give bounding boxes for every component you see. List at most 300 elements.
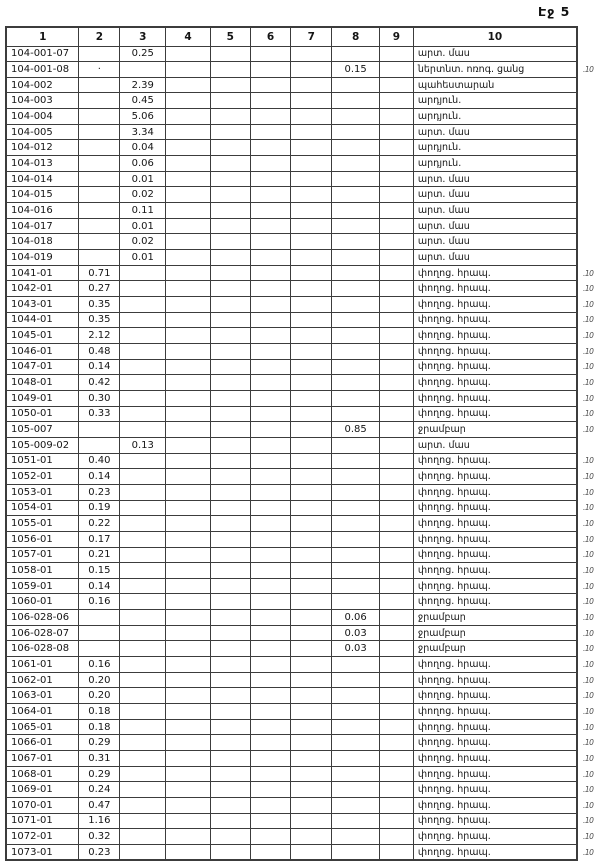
margin-note (577, 124, 603, 140)
table-row (6, 657, 603, 673)
cell-col1: 1071-01 (6, 813, 79, 829)
cell-col3 (120, 719, 166, 735)
cell-col2: 0.47 (79, 798, 120, 814)
cell-col3: 0.11 (120, 203, 166, 219)
cell-col4 (166, 829, 211, 845)
margin-note: .10 (582, 284, 594, 294)
cell-col7 (291, 187, 332, 203)
margin-note: .10 (582, 581, 594, 591)
cell-col6 (250, 751, 291, 767)
margin-note: .10 (582, 519, 594, 529)
cell-col8 (332, 798, 380, 814)
cell-col9 (380, 375, 414, 391)
cell-col2: 0.14 (79, 578, 120, 594)
cell-col3: 3.34 (120, 124, 166, 140)
cell-col10: փողոց. հրապ. (413, 829, 577, 845)
cell-col3 (120, 453, 166, 469)
cell-col2: 0.71 (79, 265, 120, 281)
cell-col6 (250, 124, 291, 140)
margin-note: .10 (582, 597, 594, 607)
cell-col5 (210, 688, 250, 704)
cell-col7 (291, 312, 332, 328)
cell-col7 (291, 844, 332, 860)
cell-col5 (210, 782, 250, 798)
cell-col9 (380, 312, 414, 328)
cell-col10: փողոց. հրապ. (413, 751, 577, 767)
column-header-3: 3 (120, 27, 166, 46)
cell-col9 (380, 171, 414, 187)
cell-col9 (380, 62, 414, 78)
cell-col5 (210, 735, 250, 751)
cell-col7 (291, 829, 332, 845)
cell-col2: 0.29 (79, 766, 120, 782)
cell-col4 (166, 422, 211, 438)
cell-col7 (291, 563, 332, 579)
cell-col7 (291, 109, 332, 125)
cell-col10: փողոց. հրապ. (413, 735, 577, 751)
cell-col1: 1067-01 (6, 751, 79, 767)
cell-col1: 1046-01 (6, 343, 79, 359)
cell-col10: փողոց. հրապ. (413, 297, 577, 313)
table-row (6, 625, 603, 641)
cell-col4 (166, 390, 211, 406)
cell-col5 (210, 187, 250, 203)
cell-col10: արտ. մաս (413, 171, 577, 187)
cell-col10: պահեստարան (413, 77, 577, 93)
table-row (6, 375, 603, 391)
cell-col4 (166, 328, 211, 344)
cell-col1: 104-002 (6, 77, 79, 93)
cell-col10: ջրամբար (413, 610, 577, 626)
table-row (6, 469, 603, 485)
margin-note: .10 (582, 738, 594, 748)
table-row (6, 672, 603, 688)
cell-col4 (166, 156, 211, 172)
table-row (6, 844, 603, 860)
cell-col10: փողոց. հրապ. (413, 704, 577, 720)
cell-col9 (380, 578, 414, 594)
cell-col7 (291, 719, 332, 735)
cell-col2: 0.20 (79, 672, 120, 688)
cell-col3 (120, 829, 166, 845)
cell-col10: փողոց. հրապ. (413, 516, 577, 532)
cell-col9 (380, 625, 414, 641)
cell-col10: փողոց. հրապ. (413, 531, 577, 547)
cell-col2 (79, 234, 120, 250)
cell-col2 (79, 46, 120, 62)
cell-col7 (291, 766, 332, 782)
cell-col3 (120, 62, 166, 78)
cell-col4 (166, 782, 211, 798)
cell-col10: փողոց. հրապ. (413, 672, 577, 688)
margin-note (577, 156, 603, 172)
cell-col7 (291, 265, 332, 281)
cell-col6 (250, 625, 291, 641)
table-row (6, 234, 603, 250)
cell-col1: 104-019 (6, 250, 79, 266)
cell-col5 (210, 672, 250, 688)
cell-col9 (380, 46, 414, 62)
cell-col5 (210, 375, 250, 391)
table-row (6, 359, 603, 375)
cell-col1: 104-016 (6, 203, 79, 219)
cell-col2 (79, 187, 120, 203)
cell-col10: արտ. մաս (413, 187, 577, 203)
cell-col1: 1073-01 (6, 844, 79, 860)
column-header-6: 6 (250, 27, 291, 46)
cell-col4 (166, 719, 211, 735)
cell-col8 (332, 203, 380, 219)
cell-col10: ներտնտ. ոռոգ. ցանց (413, 62, 577, 78)
cell-col3: 0.45 (120, 93, 166, 109)
margin-note: .10 (582, 691, 594, 701)
table-row (6, 782, 603, 798)
cell-col1: 1047-01 (6, 359, 79, 375)
cell-col4 (166, 751, 211, 767)
cell-col6 (250, 187, 291, 203)
cell-col2: 0.17 (79, 531, 120, 547)
margin-note: .10 (582, 425, 594, 435)
cell-col6 (250, 641, 291, 657)
margin-note-header (577, 27, 603, 46)
cell-col4 (166, 406, 211, 422)
cell-col4 (166, 704, 211, 720)
cell-col4 (166, 641, 211, 657)
cell-col4 (166, 297, 211, 313)
table-row (6, 93, 603, 109)
cell-col4 (166, 218, 211, 234)
cell-col8: 0.03 (332, 641, 380, 657)
cell-col6 (250, 719, 291, 735)
cell-col9 (380, 735, 414, 751)
margin-note: .10 (582, 534, 594, 544)
cell-col8 (332, 735, 380, 751)
cell-col7 (291, 625, 332, 641)
cell-col10: փողոց. հրապ. (413, 312, 577, 328)
cell-col5 (210, 77, 250, 93)
column-header-8: 8 (332, 27, 380, 46)
cell-col4 (166, 484, 211, 500)
cell-col2: 0.20 (79, 688, 120, 704)
cell-col7 (291, 375, 332, 391)
cell-col8 (332, 281, 380, 297)
column-header-4: 4 (166, 27, 211, 46)
table-row (6, 312, 603, 328)
cell-col7 (291, 203, 332, 219)
cell-col3 (120, 563, 166, 579)
cell-col2 (79, 250, 120, 266)
cell-col5 (210, 813, 250, 829)
cell-col1: 1056-01 (6, 531, 79, 547)
margin-note: .10 (582, 409, 594, 419)
cell-col2: 0.19 (79, 500, 120, 516)
cell-col3 (120, 657, 166, 673)
margin-note: .10 (582, 612, 594, 622)
cell-col6 (250, 829, 291, 845)
cell-col5 (210, 406, 250, 422)
table-row (6, 484, 603, 500)
cell-col8 (332, 829, 380, 845)
margin-note: .10 (582, 706, 594, 716)
cell-col5 (210, 281, 250, 297)
table-row (6, 547, 603, 563)
cell-col6 (250, 688, 291, 704)
cell-col4 (166, 265, 211, 281)
cell-col5 (210, 469, 250, 485)
cell-col10: փողոց. հրապ. (413, 782, 577, 798)
table-row (6, 719, 603, 735)
cell-col6 (250, 281, 291, 297)
cell-col6 (250, 250, 291, 266)
cell-col7 (291, 798, 332, 814)
cell-col8: 0.85 (332, 422, 380, 438)
cell-col8 (332, 516, 380, 532)
cell-col1: 106-028-06 (6, 610, 79, 626)
cell-col2: 0.48 (79, 343, 120, 359)
cell-col4 (166, 62, 211, 78)
cell-col7 (291, 140, 332, 156)
cell-col10: արդյուն. (413, 140, 577, 156)
cell-col5 (210, 109, 250, 125)
cell-col2: 2.12 (79, 328, 120, 344)
margin-note: .10 (582, 753, 594, 763)
cell-col6 (250, 469, 291, 485)
cell-col5 (210, 798, 250, 814)
margin-note: .10 (582, 378, 594, 388)
cell-col10: փողոց. հրապ. (413, 406, 577, 422)
cell-col7 (291, 610, 332, 626)
cell-col9 (380, 406, 414, 422)
cell-col8 (332, 500, 380, 516)
cell-col2: 0.32 (79, 829, 120, 845)
cell-col7 (291, 77, 332, 93)
cell-col3 (120, 798, 166, 814)
cell-col2: 0.23 (79, 484, 120, 500)
cell-col4 (166, 578, 211, 594)
cell-col5 (210, 203, 250, 219)
margin-note (577, 250, 603, 266)
margin-note: .10 (582, 472, 594, 482)
cell-col9 (380, 297, 414, 313)
cell-col9 (380, 531, 414, 547)
table-row (6, 453, 603, 469)
cell-col6 (250, 297, 291, 313)
cell-col5 (210, 437, 250, 453)
cell-col8 (332, 406, 380, 422)
cell-col2 (79, 109, 120, 125)
cell-col9 (380, 657, 414, 673)
cell-col3 (120, 625, 166, 641)
cell-col9 (380, 829, 414, 845)
cell-col3: 0.02 (120, 187, 166, 203)
cell-col8 (332, 688, 380, 704)
cell-col1: 1057-01 (6, 547, 79, 563)
cell-col7 (291, 813, 332, 829)
cell-col10: փողոց. հրապ. (413, 343, 577, 359)
cell-col1: 1061-01 (6, 657, 79, 673)
table-row (6, 406, 603, 422)
cell-col1: 1059-01 (6, 578, 79, 594)
cell-col6 (250, 672, 291, 688)
cell-col1: 1063-01 (6, 688, 79, 704)
cell-col6 (250, 578, 291, 594)
cell-col10: արտ. մաս (413, 250, 577, 266)
table-row (6, 829, 603, 845)
cell-col1: 1066-01 (6, 735, 79, 751)
cell-col2: 0.16 (79, 657, 120, 673)
cell-col4 (166, 547, 211, 563)
cell-col6 (250, 140, 291, 156)
margin-note: .10 (582, 456, 594, 466)
column-header-5: 5 (210, 27, 250, 46)
cell-col7 (291, 218, 332, 234)
cell-col7 (291, 704, 332, 720)
cell-col3 (120, 359, 166, 375)
cell-col9 (380, 390, 414, 406)
margin-note (577, 234, 603, 250)
cell-col4 (166, 437, 211, 453)
cell-col1: 104-015 (6, 187, 79, 203)
cell-col6 (250, 516, 291, 532)
cell-col2: 0.30 (79, 390, 120, 406)
cell-col4 (166, 109, 211, 125)
cell-col8 (332, 250, 380, 266)
cell-col6 (250, 375, 291, 391)
cell-col8: 0.15 (332, 62, 380, 78)
cell-col7 (291, 751, 332, 767)
cell-col10: փողոց. հրապ. (413, 688, 577, 704)
cell-col4 (166, 77, 211, 93)
table-header-row (6, 27, 603, 46)
cell-col8 (332, 124, 380, 140)
cell-col10: փողոց. հրապ. (413, 359, 577, 375)
cell-col7 (291, 93, 332, 109)
cell-col9 (380, 422, 414, 438)
cell-col4 (166, 516, 211, 532)
cell-col7 (291, 250, 332, 266)
cell-col9 (380, 813, 414, 829)
cell-col10: արտ. մաս (413, 218, 577, 234)
cell-col10: արտ. մաս (413, 124, 577, 140)
cell-col6 (250, 704, 291, 720)
cell-col1: 104-005 (6, 124, 79, 140)
cell-col2 (79, 610, 120, 626)
margin-note: .10 (582, 816, 594, 826)
cell-col3 (120, 390, 166, 406)
cell-col6 (250, 156, 291, 172)
cell-col1: 1041-01 (6, 265, 79, 281)
cell-col1: 1044-01 (6, 312, 79, 328)
cell-col4 (166, 688, 211, 704)
cell-col2: 0.35 (79, 297, 120, 313)
cell-col3: 2.39 (120, 77, 166, 93)
cell-col3 (120, 516, 166, 532)
table-row (6, 250, 603, 266)
cell-col5 (210, 531, 250, 547)
table-row (6, 610, 603, 626)
cell-col5 (210, 328, 250, 344)
cell-col8 (332, 375, 380, 391)
cell-col8 (332, 312, 380, 328)
cell-col7 (291, 469, 332, 485)
cell-col10: փողոց. հրապ. (413, 390, 577, 406)
cell-col9 (380, 766, 414, 782)
cell-col8 (332, 77, 380, 93)
cell-col8 (332, 484, 380, 500)
cell-col9 (380, 343, 414, 359)
cell-col3 (120, 531, 166, 547)
cell-col10: արդյուն. (413, 109, 577, 125)
cell-col10: փողոց. հրապ. (413, 766, 577, 782)
cell-col6 (250, 234, 291, 250)
margin-note (577, 93, 603, 109)
table-row (6, 297, 603, 313)
cell-col4 (166, 657, 211, 673)
cell-col3 (120, 547, 166, 563)
cell-col10: փողոց. հրապ. (413, 798, 577, 814)
cell-col3: 0.04 (120, 140, 166, 156)
table-row (6, 265, 603, 281)
margin-note (577, 46, 603, 62)
cell-col8 (332, 594, 380, 610)
margin-note: .10 (582, 847, 594, 857)
cell-col3 (120, 735, 166, 751)
cell-col6 (250, 500, 291, 516)
cell-col8 (332, 469, 380, 485)
cell-col3 (120, 484, 166, 500)
cell-col4 (166, 453, 211, 469)
cell-col6 (250, 844, 291, 860)
cell-col8: 0.06 (332, 610, 380, 626)
cell-col4 (166, 672, 211, 688)
cell-col9 (380, 250, 414, 266)
cell-col3 (120, 672, 166, 688)
cell-col5 (210, 218, 250, 234)
margin-note: .10 (582, 299, 594, 309)
cell-col3 (120, 265, 166, 281)
cell-col8 (332, 390, 380, 406)
cell-col4 (166, 798, 211, 814)
table-row (6, 343, 603, 359)
cell-col4 (166, 813, 211, 829)
margin-note: .10 (582, 628, 594, 638)
cell-col1: 1048-01 (6, 375, 79, 391)
cell-col6 (250, 203, 291, 219)
cell-col8 (332, 218, 380, 234)
cell-col9 (380, 187, 414, 203)
cell-col5 (210, 704, 250, 720)
cell-col1: 1058-01 (6, 563, 79, 579)
cell-col9 (380, 484, 414, 500)
cell-col1: 106-028-07 (6, 625, 79, 641)
table-row (6, 798, 603, 814)
cell-col10: արտ. մաս (413, 46, 577, 62)
margin-note (577, 218, 603, 234)
cell-col10: արտ. մաս (413, 234, 577, 250)
cell-col8 (332, 578, 380, 594)
cell-col8 (332, 328, 380, 344)
cell-col9 (380, 594, 414, 610)
cell-col7 (291, 343, 332, 359)
table-row (6, 594, 603, 610)
cell-col5 (210, 484, 250, 500)
cell-col7 (291, 672, 332, 688)
cell-col8 (332, 437, 380, 453)
cell-col4 (166, 735, 211, 751)
cell-col3 (120, 844, 166, 860)
cell-col5 (210, 751, 250, 767)
cell-col5 (210, 359, 250, 375)
